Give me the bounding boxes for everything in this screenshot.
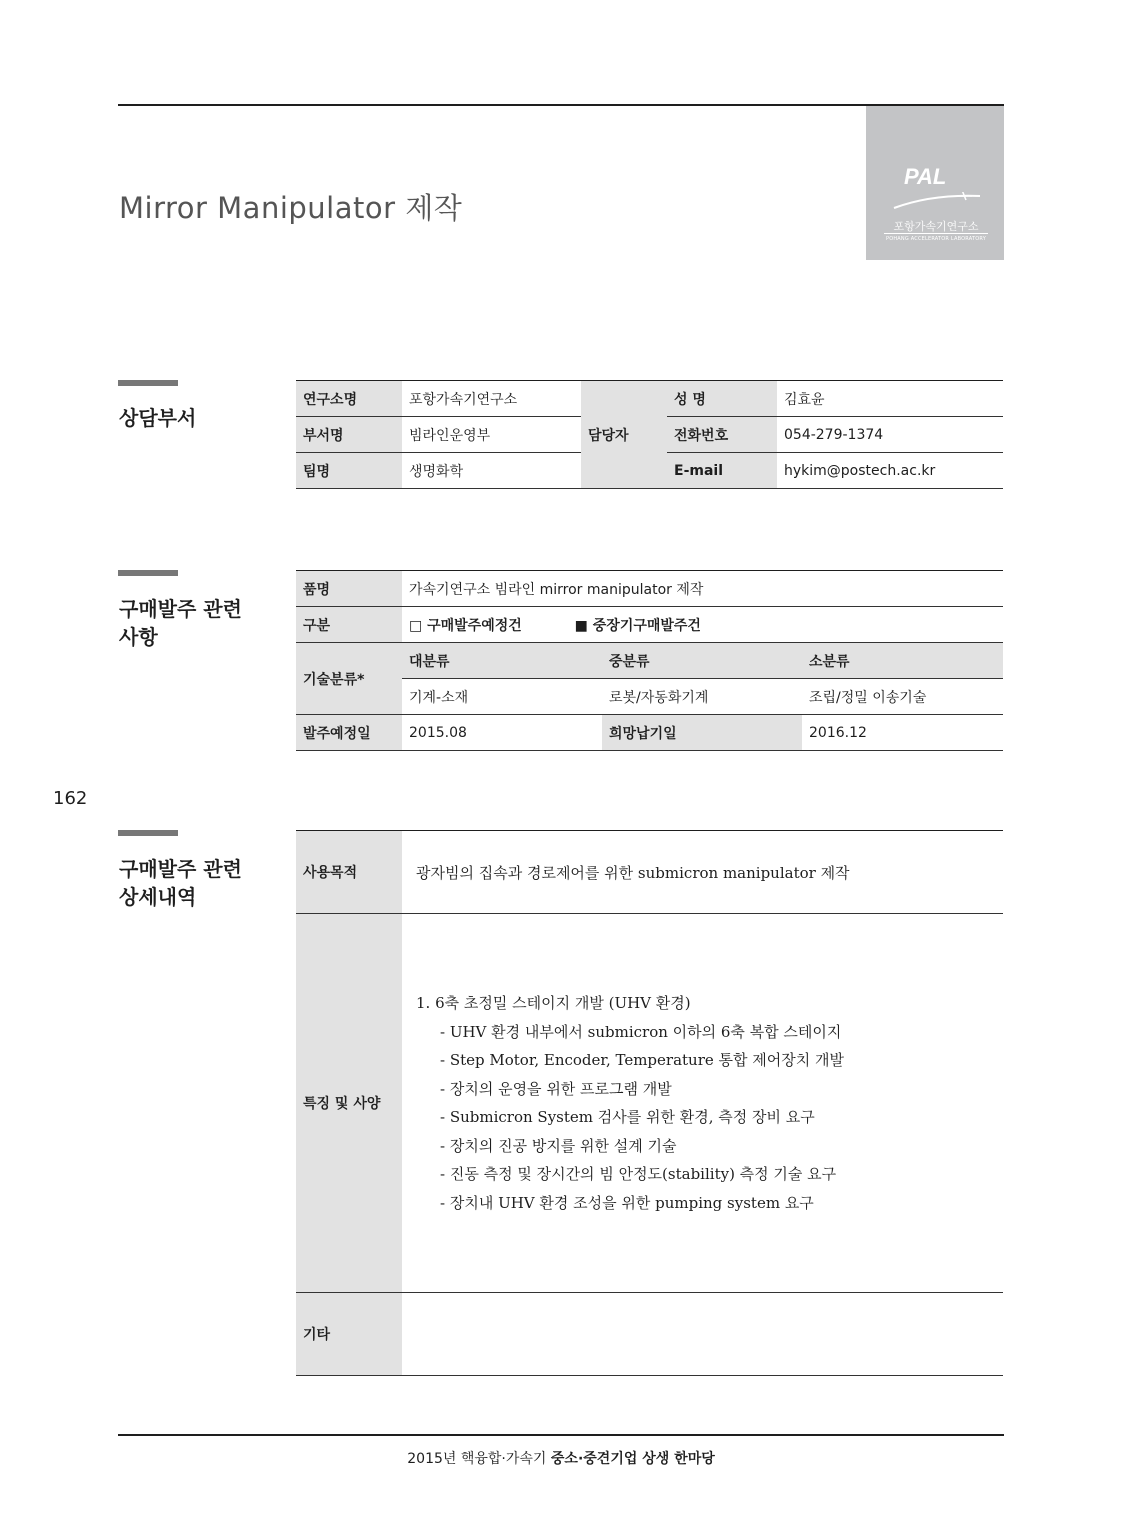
footer — [118, 1448, 1004, 1468]
value-department: 빔라인운영부 — [402, 417, 581, 453]
label-purpose: 사용목적 — [296, 831, 402, 914]
type-options — [402, 607, 1003, 643]
label-tech-class: 기술분류* — [296, 643, 402, 715]
class-header-middle: 중분류 — [602, 643, 802, 679]
list-item: - UHV 환경 내부에서 submicron 이하의 6축 복합 스테이지 — [440, 1022, 842, 1041]
table-row — [296, 1293, 1003, 1376]
section-bar-purchase — [118, 570, 178, 576]
class-header-major: 대분류 — [402, 643, 602, 679]
checkbox-empty-icon: □ — [409, 617, 423, 634]
value-delivery-date: 2016.12 — [802, 715, 1003, 751]
label-name: 성 명 — [667, 381, 777, 417]
label-type: 구분 — [296, 607, 402, 643]
value-name: 김효윤 — [777, 381, 1003, 417]
logo-box — [866, 106, 1004, 260]
value-phone: 054-279-1374 — [777, 417, 1003, 453]
value-email: hykim@postech.ac.kr — [777, 453, 1003, 489]
section-title-detail — [119, 855, 242, 911]
table-row — [296, 643, 1003, 679]
label-phone: 전화번호 — [667, 417, 777, 453]
class-value-minor: 조립/정밀 이송기술 — [802, 679, 1003, 715]
logo-name-kr: 포항가속기연구소 — [893, 220, 979, 233]
table-row — [296, 831, 1003, 914]
list-item: - 장치내 UHV 환경 조성을 위한 pumping system 요구 — [440, 1193, 814, 1212]
label-delivery-date: 희망납기일 — [602, 715, 802, 751]
checkbox-filled-icon: ■ — [574, 617, 588, 634]
value-team: 생명화학 — [402, 453, 581, 489]
section-title-line: 구매발주 관련 — [119, 597, 242, 621]
section-title-line: 사항 — [119, 625, 158, 649]
table-row — [296, 715, 1003, 751]
label-spec: 특징 및 사양 — [296, 914, 402, 1293]
list-item: - 장치의 운영을 위한 프로그램 개발 — [440, 1079, 672, 1098]
logo-name-en: POHANG ACCELERATOR LABORATORY — [885, 236, 986, 242]
table-row — [296, 381, 1003, 417]
list-item: - Step Motor, Encoder, Temperature 통합 제어장치 개발 — [440, 1051, 844, 1069]
label-team: 팀명 — [296, 453, 402, 489]
value-item: 가속기연구소 빔라인 mirror manipulator 제작 — [402, 571, 1003, 607]
table-row — [296, 571, 1003, 607]
label-department: 부서명 — [296, 417, 402, 453]
label-institute: 연구소명 — [296, 381, 402, 417]
class-value-middle: 로봇/자동화기계 — [602, 679, 802, 715]
section-title-line: 상세내역 — [119, 885, 197, 909]
spec-list — [409, 989, 996, 1217]
value-etc — [402, 1293, 1003, 1376]
list-item: - 진동 측정 및 장시간의 빔 안정도(stability) 측정 기술 요구 — [440, 1165, 837, 1183]
list-item: - 장치의 진공 방지를 위한 설계 기술 — [440, 1136, 677, 1155]
table-row — [296, 607, 1003, 643]
logo-divider — [884, 233, 988, 234]
bottom-rule — [118, 1434, 1004, 1436]
label-item: 품명 — [296, 571, 402, 607]
footer-prefix: 2015년 핵융합·가속기 — [407, 1451, 551, 1467]
consult-table — [296, 380, 1003, 489]
type-option-checked: ■ 중장기구매발주건 — [574, 617, 701, 634]
label-etc: 기타 — [296, 1293, 402, 1376]
logo-mark: PAL — [904, 164, 947, 189]
section-title-line: 구매발주 관련 — [119, 857, 242, 881]
table-row — [296, 914, 1003, 1293]
table-row — [296, 679, 1003, 715]
list-item: - Submicron System 검사를 위한 환경, 측정 장비 요구 — [440, 1108, 815, 1126]
value-institute: 포항가속기연구소 — [402, 381, 581, 417]
logo-swoosh-icon — [892, 192, 982, 210]
detail-table — [296, 830, 1003, 1376]
page-number: 162 — [53, 788, 88, 809]
class-header-minor: 소분류 — [802, 643, 1003, 679]
section-bar-consult — [118, 380, 178, 386]
value-purpose: 광자빔의 집속과 경로제어를 위한 submicron manipulator 제작 — [402, 831, 1003, 914]
class-value-major: 기계-소재 — [402, 679, 602, 715]
value-order-date: 2015.08 — [402, 715, 602, 751]
section-title-purchase — [119, 595, 242, 651]
purchase-table — [296, 570, 1003, 751]
page-title: Mirror Manipulator 제작 — [119, 191, 463, 225]
label-email: E-mail — [667, 453, 777, 489]
section-bar-detail — [118, 830, 178, 836]
type-option-unchecked: □ 구매발주예정건 — [409, 617, 522, 634]
label-contact: 담당자 — [581, 381, 667, 489]
label-order-date: 발주예정일 — [296, 715, 402, 751]
spec-heading: 1. 6축 초정밀 스테이지 개발 (UHV 환경) — [416, 994, 691, 1012]
section-title-consult: 상담부서 — [119, 406, 197, 430]
value-spec — [402, 914, 1003, 1293]
footer-bold: 중소·중견기업 상생 한마당 — [550, 1451, 715, 1467]
